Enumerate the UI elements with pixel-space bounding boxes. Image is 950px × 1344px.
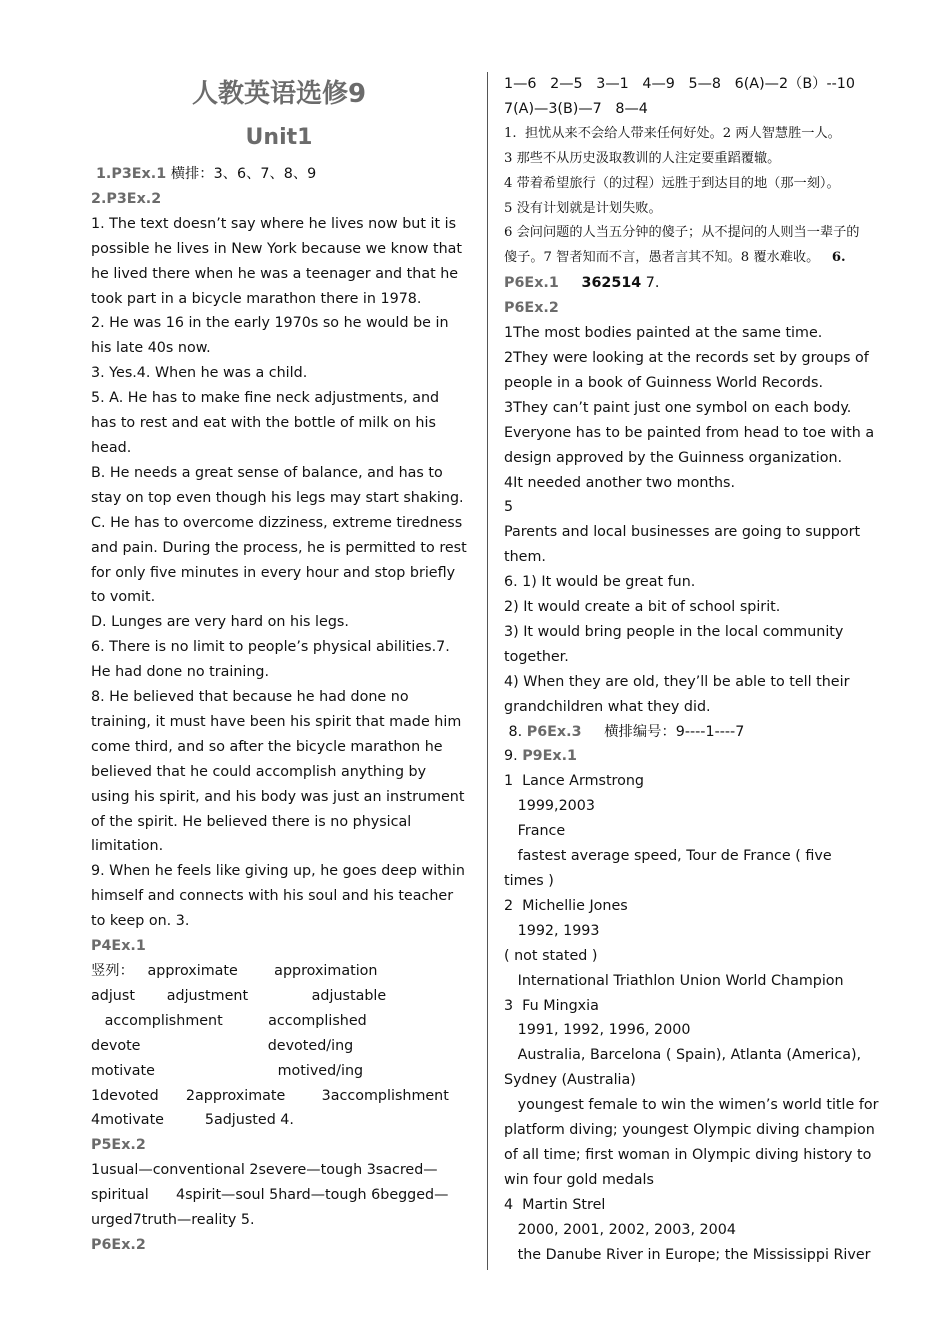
answer-text: them. [504, 549, 546, 566]
unit-heading: Unit1 [245, 125, 313, 150]
answer-line [504, 620, 888, 645]
answer-line [504, 296, 888, 321]
answer-text: to vomit. [91, 589, 156, 606]
answer-text: adjust adjustment adjustable [91, 987, 387, 1004]
answer-text: 1 Lance Armstrong [504, 773, 645, 790]
answer-line [504, 819, 888, 844]
answer-line [504, 97, 888, 122]
answer-text: International Triathlon Union World Champion [504, 972, 844, 989]
answer-line [504, 346, 888, 371]
answer-line [504, 321, 888, 346]
answer-line [504, 1118, 888, 1143]
answer-line [91, 934, 475, 959]
answer-line [91, 1034, 475, 1059]
answer-line [504, 1043, 888, 1068]
answer-line [504, 1093, 888, 1118]
answer-text: 2They were looking at the records set by groups of [504, 349, 869, 366]
answer-text: 1992, 1993 [504, 922, 600, 939]
answer-text: accomplishment accomplished [91, 1012, 367, 1029]
answer-line [504, 969, 888, 994]
answer-text: he lived there when he was a teenager and that he [91, 265, 459, 282]
answer-text: design approved by the Guinness organization. [504, 449, 843, 466]
answer-line [504, 197, 888, 222]
answer-line [504, 695, 888, 720]
answer-text: 1. The text doesn’t say where he lives now but it is [91, 215, 457, 232]
answer-text: Parents and local businesses are going to support [504, 524, 861, 541]
exercise-label: 2.P3Ex.2 [91, 190, 162, 207]
answer-line [91, 162, 475, 187]
answer-line [91, 1233, 475, 1258]
column-divider [487, 72, 488, 1270]
answer-line [504, 670, 888, 695]
answer-text: urged7truth—reality 5. [91, 1212, 255, 1229]
answer-line [91, 262, 475, 287]
answer-text: his late 40s now. [91, 340, 211, 357]
answer-line [91, 187, 475, 212]
answer-line [504, 1243, 888, 1268]
answer-text: 横排：3、6、7、8、9 [166, 166, 317, 182]
answer-line [91, 984, 475, 1009]
answer-text: 3 Fu Mingxia [504, 997, 599, 1014]
answer-text: 1991, 1992, 1996, 2000 [504, 1022, 691, 1039]
answer-text: devote devoted/ing [91, 1037, 354, 1054]
answer-text: training, it must have been his spirit that made him [91, 713, 462, 730]
answer-line [504, 271, 888, 296]
answer-line [504, 421, 888, 446]
answer-text: 6. There is no limit to people’s physical abilities.7. [91, 639, 450, 656]
answer-text: 傻子。7 智者知而不言，愚者言其不知。8 覆水难收。 [504, 250, 832, 266]
answer-line [91, 959, 475, 984]
answer-text: youngest female to win the wimen’s world title for [504, 1097, 879, 1114]
answer-text: grandchildren what they did. [504, 698, 711, 715]
answer-text: 7(A)—3(B)—7 8—4 [504, 100, 648, 117]
answer-line [91, 336, 475, 361]
answer-text: stay on top even though his legs may start shaking. [91, 489, 464, 506]
answer-line [504, 994, 888, 1019]
answer-text: of all time; first woman in Olympic diving history to [504, 1146, 872, 1163]
answer-line [504, 645, 888, 670]
answer-line [91, 884, 475, 909]
answer-text: 4) When they are old, they’ll be able to tell their [504, 673, 850, 690]
answer-text: 1999,2003 [504, 798, 595, 815]
answer-line [504, 147, 888, 172]
right-column [504, 72, 888, 1268]
answer-text: possible he lives in New York because we know that [91, 240, 462, 257]
answer-line [504, 1068, 888, 1093]
answer-text: Australia, Barcelona ( Spain), Atlanta (America), [504, 1047, 862, 1064]
answer-line [504, 495, 888, 520]
answer-line [504, 869, 888, 894]
answer-text: 3. Yes.4. When he was a child. [91, 365, 308, 382]
bold-answer: 6. [831, 250, 846, 266]
answer-text: 1—6 2—5 3—1 4—9 5—8 6(A)—2（B）--10 [504, 76, 855, 92]
answer-line [91, 610, 475, 635]
answer-line [91, 1208, 475, 1233]
answer-text: has to rest and eat with the bottle of milk on his [91, 415, 436, 432]
answer-line [504, 520, 888, 545]
exercise-label: P6Ex.3 [526, 723, 582, 740]
answer-text: 3They can’t paint just one symbol on each body. [504, 399, 852, 416]
answer-line [91, 1009, 475, 1034]
exercise-label: P6Ex.1 [504, 275, 559, 292]
answer-line [91, 810, 475, 835]
answer-line [504, 72, 888, 97]
answer-line [504, 944, 888, 969]
answer-line [504, 172, 888, 197]
answer-line [91, 1183, 475, 1208]
answer-text: and pain. During the process, he is permitted to rest [91, 539, 467, 556]
answer-line [91, 212, 475, 237]
answer-text: 4 Martin Strel [504, 1196, 606, 1213]
answer-text: together. [504, 648, 569, 665]
answer-text: 6. 1) It would be great fun. [504, 574, 696, 591]
answer-line [91, 760, 475, 785]
answer-line [91, 1084, 475, 1109]
answer-text: motivate motived/ing [91, 1062, 364, 1079]
exercise-label: P5Ex.2 [91, 1137, 146, 1154]
answer-line [504, 545, 888, 570]
answer-line [91, 585, 475, 610]
answer-line [91, 1108, 475, 1133]
answer-line [91, 361, 475, 386]
answer-text: the Danube River in Europe; the Mississippi River [504, 1246, 871, 1263]
answer-text: believed that he could accomplish anything by [91, 763, 427, 780]
answer-line [504, 744, 888, 769]
answer-line [91, 834, 475, 859]
answer-text: 1devoted 2approximate 3accomplishment [91, 1087, 449, 1104]
answer-line [504, 396, 888, 421]
answer-line [504, 894, 888, 919]
answer-text: fastest average speed, Tour de France ( five [504, 848, 832, 865]
answer-text: head. [91, 439, 132, 456]
answer-line [91, 635, 475, 660]
answer-line [91, 710, 475, 735]
answer-text: took part in a bicycle marathon there in 1978. [91, 290, 422, 307]
answer-text: of the spirit. He believed there is no physical [91, 813, 412, 830]
answer-line [91, 1133, 475, 1158]
answer-line [91, 909, 475, 934]
answer-line [91, 536, 475, 561]
answer-line [91, 511, 475, 536]
answer-line [91, 859, 475, 884]
answer-line [504, 471, 888, 496]
answer-text: people in a book of Guinness World Records. [504, 374, 823, 391]
answer-line [504, 122, 888, 147]
answer-line [504, 720, 888, 745]
answer-text: ( not stated ) [504, 947, 598, 964]
answer-text: Sydney (Australia) [504, 1072, 636, 1089]
answer-text: spiritual 4spirit—soul 5hard—tough 6begged— [91, 1187, 449, 1204]
answer-line [504, 570, 888, 595]
answer-text: 2. He was 16 in the early 1970s so he would be in [91, 315, 449, 332]
exercise-label: P4Ex.1 [91, 938, 146, 955]
answer-line [91, 287, 475, 312]
exercise-label: 1.P3Ex.1 [91, 166, 167, 182]
answer-line [504, 844, 888, 869]
answer-line [91, 785, 475, 810]
answer-line [91, 386, 475, 411]
answer-text: to keep on. 3. [91, 913, 190, 930]
answer-text: 1The most bodies painted at the same time. [504, 325, 823, 342]
answer-text: 4motivate 5adjusted 4. [91, 1112, 294, 1129]
answer-text: 5. A. He has to make fine neck adjustments, and [91, 390, 440, 407]
answer-line [91, 486, 475, 511]
answer-line [504, 1193, 888, 1218]
answer-line [91, 735, 475, 760]
answer-line [504, 1168, 888, 1193]
answer-line [504, 1218, 888, 1243]
answer-text: B. He needs a great sense of balance, and has to [91, 464, 443, 481]
answer-text: 7. [641, 275, 660, 292]
answer-text: 横排编号：9----1----7 [581, 723, 745, 740]
answer-line [504, 919, 888, 944]
answer-text: 6 会问问题的人当五分钟的傻子；从不提问的人则当一辈子的 [504, 225, 860, 241]
answer-text: using his spirit, and his body was just an instrument [91, 788, 465, 805]
exercise-label: P6Ex.2 [504, 300, 559, 317]
answer-line [91, 561, 475, 586]
answer-line [91, 1158, 475, 1183]
answer-text: France [504, 823, 566, 840]
answer-text: 1usual—conventional 2severe—tough 3sacred— [91, 1162, 438, 1179]
answer-line [91, 436, 475, 461]
answer-text: 8. He believed that because he had done no [91, 689, 409, 706]
answer-text: limitation. [91, 838, 164, 855]
answer-text: 4 带着希望旅行（的过程）远胜于到达目的地（那一刻）。 [504, 175, 840, 191]
answer-line [504, 1018, 888, 1043]
answer-text: Everyone has to be painted from head to toe with a [504, 424, 875, 441]
answer-text: 9. [504, 748, 523, 765]
answer-text: 竖列： approximate approximation [91, 963, 378, 979]
left-answer-lines [91, 162, 475, 1258]
answer-text: himself and connects with his soul and his teacher [91, 888, 454, 905]
answer-text: C. He has to overcome dizziness, extreme tiredness [91, 514, 463, 531]
exercise-label: P6Ex.2 [91, 1236, 146, 1253]
answer-line [91, 685, 475, 710]
answer-text: D. Lunges are very hard on his legs. [91, 614, 349, 631]
document-title: 人教英语选修9 [191, 79, 367, 109]
answer-line [504, 1143, 888, 1168]
answer-line [91, 1059, 475, 1084]
answer-text [559, 275, 582, 291]
answer-text: platform diving; youngest Olympic diving champion [504, 1122, 875, 1139]
answer-text: 3 那些不从历史汲取教训的人注定要重蹈覆辙。 [504, 150, 781, 166]
answer-text: for only five minutes in every hour and stop briefly [91, 564, 456, 581]
answer-text: 8. [504, 723, 527, 740]
answer-line [91, 461, 475, 486]
answer-line [504, 221, 888, 246]
answer-line [504, 769, 888, 794]
answer-text: 2) It would create a bit of school spirit. [504, 599, 781, 616]
answer-line [91, 660, 475, 685]
answer-text: 2000, 2001, 2002, 2003, 2004 [504, 1221, 736, 1238]
answer-text: 3) It would bring people in the local community [504, 623, 844, 640]
answer-line [504, 371, 888, 396]
answer-text: 2 Michellie Jones [504, 897, 628, 914]
answer-text: 1. 担忧从来不会给人带来任何好处。2 两人智慧胜一人。 [504, 125, 841, 141]
answer-line [91, 237, 475, 262]
answer-text: 5 [504, 499, 514, 516]
answer-text: win four gold medals [504, 1171, 654, 1188]
answer-text: He had done no training. [91, 664, 270, 681]
exercise-label: P9Ex.1 [522, 748, 577, 765]
bold-answer: 362514 [581, 275, 642, 292]
answer-text: 5 没有计划就是计划失败。 [504, 200, 662, 216]
answer-line [91, 311, 475, 336]
left-column [91, 72, 475, 1258]
answer-text: come third, and so after the bicycle marathon he [91, 738, 443, 755]
answer-line [504, 446, 888, 471]
answer-line [504, 595, 888, 620]
answer-text: times ) [504, 873, 554, 889]
answer-line [91, 411, 475, 436]
answer-text: 9. When he feels like giving up, he goes deep within [91, 863, 465, 880]
answer-line [504, 246, 888, 271]
right-answer-lines [504, 72, 888, 1268]
answer-line [504, 794, 888, 819]
answer-text: 4It needed another two months. [504, 474, 736, 491]
